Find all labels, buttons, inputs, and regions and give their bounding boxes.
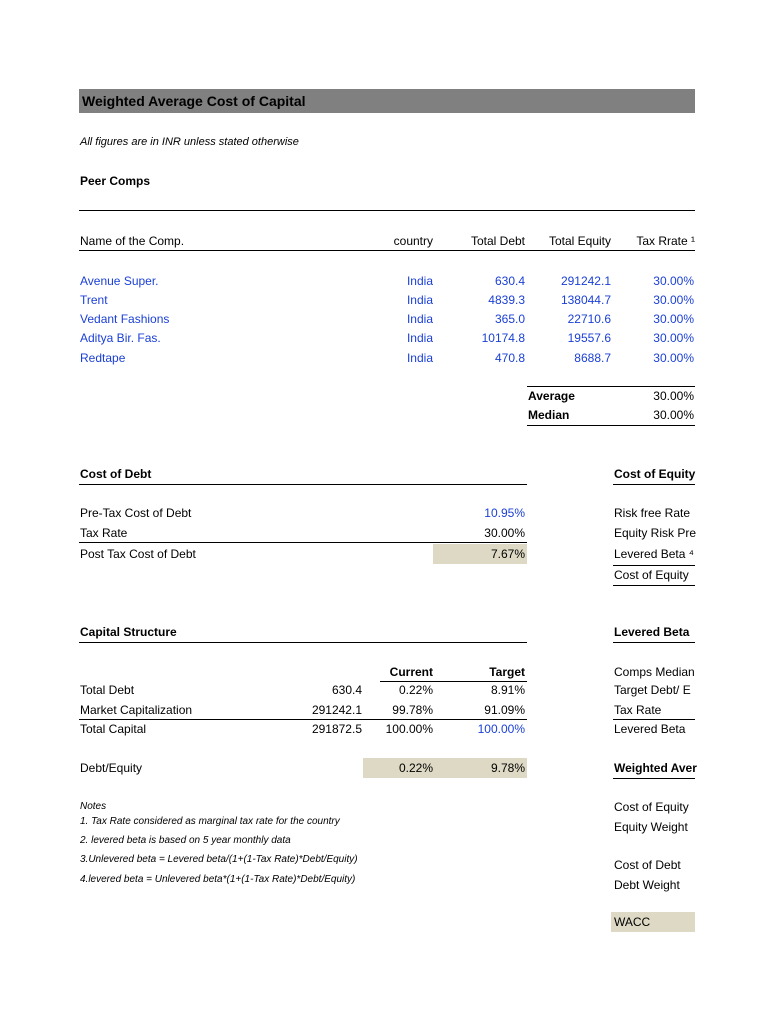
pre-tax-label: Pre-Tax Cost of Debt <box>80 506 192 520</box>
divider <box>527 425 695 426</box>
cs-amount: 291242.1 <box>311 703 362 717</box>
comp-equity: 8688.7 <box>574 351 611 365</box>
divider <box>79 250 695 251</box>
table-row <box>0 311 768 327</box>
comp-tax: 30.00% <box>653 293 694 307</box>
divider <box>613 565 695 566</box>
comp-tax: 30.00% <box>653 274 694 288</box>
wacc-equity-weight: Equity Weight <box>614 820 688 834</box>
comp-name: Trent <box>80 293 108 307</box>
note-2: 2. levered beta is based on 5 year monthly data <box>80 835 291 846</box>
table-row <box>0 292 768 308</box>
cs-target: 8.91% <box>490 683 525 697</box>
levered-beta-title: Levered Beta <box>614 625 690 639</box>
divider <box>613 585 695 586</box>
de-cells <box>363 758 527 778</box>
comp-tax: 30.00% <box>653 331 694 345</box>
peer-comps-title: Peer Comps <box>80 174 151 188</box>
comp-equity: 22710.6 <box>567 312 611 326</box>
cost-of-debt-title: Cost of Debt <box>80 467 152 481</box>
divider <box>79 542 527 543</box>
comp-country: India <box>406 312 433 326</box>
comp-name: Vedant Fashions <box>80 312 170 326</box>
wacc-title: Weighted Aver <box>614 761 697 775</box>
divider <box>613 484 695 485</box>
target-header: Target <box>489 665 525 679</box>
levered-beta-result-label: Levered Beta <box>614 722 686 736</box>
average-label: Average <box>528 389 575 403</box>
cs-label: Market Capitalization <box>80 703 193 717</box>
wacc-cell <box>611 912 695 932</box>
wacc-debt-weight: Debt Weight <box>614 878 680 892</box>
title-bar <box>79 89 695 113</box>
levered-beta-label: Levered Beta ⁴ <box>614 547 694 561</box>
tax-rate-value: 30.00% <box>484 526 525 540</box>
table-row <box>0 350 768 366</box>
comp-country: India <box>406 274 433 288</box>
current-header: Current <box>389 665 433 679</box>
comp-debt: 630.4 <box>494 274 525 288</box>
comp-debt: 4839.3 <box>488 293 525 307</box>
comp-name: Avenue Super. <box>80 274 159 288</box>
divider <box>79 210 695 211</box>
divider <box>527 386 695 387</box>
wacc-cost-equity: Cost of Equity <box>614 800 689 814</box>
page-title: Weighted Average Cost of Capital <box>82 93 306 109</box>
post-tax-label: Post Tax Cost of Debt <box>80 547 196 561</box>
comp-country: India <box>406 351 433 365</box>
post-tax-cell <box>433 544 527 564</box>
divider <box>79 719 527 720</box>
cs-target: 91.09% <box>484 703 525 717</box>
divider <box>613 778 695 779</box>
cs-amount: 630.4 <box>331 683 362 697</box>
target-de-label: Target Debt/ E <box>614 683 691 697</box>
comp-debt: 470.8 <box>494 351 525 365</box>
divider <box>613 719 695 720</box>
tax-rate-label: Tax Rate <box>80 526 128 540</box>
lb-tax-rate-label: Tax Rate <box>614 703 662 717</box>
note-4: 4.levered beta = Unlevered beta*(1+(1-Tax Rate)*Debt/Equity) <box>80 874 356 885</box>
de-target: 9.78% <box>490 761 525 775</box>
header-total-equity: Total Equity <box>548 234 611 248</box>
header-tax-rate: Tax Rrate ¹ <box>636 234 695 248</box>
comp-equity: 19557.6 <box>567 331 611 345</box>
divider <box>79 642 527 643</box>
comp-equity: 291242.1 <box>560 274 611 288</box>
wacc-label: WACC <box>614 915 651 929</box>
subtitle: All figures are in INR unless stated otherwise <box>80 136 299 148</box>
header-country: country <box>393 234 433 248</box>
capital-structure-title: Capital Structure <box>80 625 177 639</box>
cs-current: 0.22% <box>398 683 433 697</box>
cost-of-equity-label: Cost of Equity <box>614 568 689 582</box>
comp-country: India <box>406 331 433 345</box>
cs-label: Total Debt <box>80 683 135 697</box>
post-tax-value: 7.67% <box>490 547 525 561</box>
average-value: 30.00% <box>653 389 694 403</box>
table-row <box>0 330 768 346</box>
comp-name: Aditya Bir. Fas. <box>80 331 161 345</box>
pre-tax-value: 10.95% <box>484 506 525 520</box>
comps-median-label: Comps Median <box>614 665 695 679</box>
risk-free-label: Risk free Rate <box>614 506 691 520</box>
note-3: 3.Unlevered beta = Levered beta/(1+(1-Tax Rate)*Debt/Equity) <box>80 854 358 865</box>
divider <box>380 681 527 682</box>
comp-tax: 30.00% <box>653 351 694 365</box>
cs-amount: 291872.5 <box>311 722 362 736</box>
wacc-cost-debt: Cost of Debt <box>614 858 681 872</box>
divider <box>613 642 695 643</box>
comp-country: India <box>406 293 433 307</box>
notes-title: Notes <box>80 801 107 812</box>
median-value: 30.00% <box>653 408 694 422</box>
note-1: 1. Tax Rate considered as marginal tax rate for the country <box>80 816 340 827</box>
comp-debt: 10174.8 <box>481 331 525 345</box>
comp-debt: 365.0 <box>494 312 525 326</box>
cs-label: Total Capital <box>80 722 147 736</box>
header-name: Name of the Comp. <box>80 234 185 248</box>
comp-tax: 30.00% <box>653 312 694 326</box>
erp-label: Equity Risk Pre <box>614 526 697 540</box>
cs-current: 99.78% <box>392 703 433 717</box>
cs-target: 100.00% <box>477 722 525 736</box>
cs-current: 100.00% <box>385 722 433 736</box>
median-label: Median <box>528 408 570 422</box>
divider <box>79 484 527 485</box>
de-current: 0.22% <box>398 761 433 775</box>
table-row <box>0 273 768 289</box>
de-label: Debt/Equity <box>80 761 143 775</box>
comp-equity: 138044.7 <box>560 293 611 307</box>
header-total-debt: Total Debt <box>470 234 525 248</box>
cost-of-equity-title: Cost of Equity <box>614 467 696 481</box>
comp-name: Redtape <box>80 351 126 365</box>
